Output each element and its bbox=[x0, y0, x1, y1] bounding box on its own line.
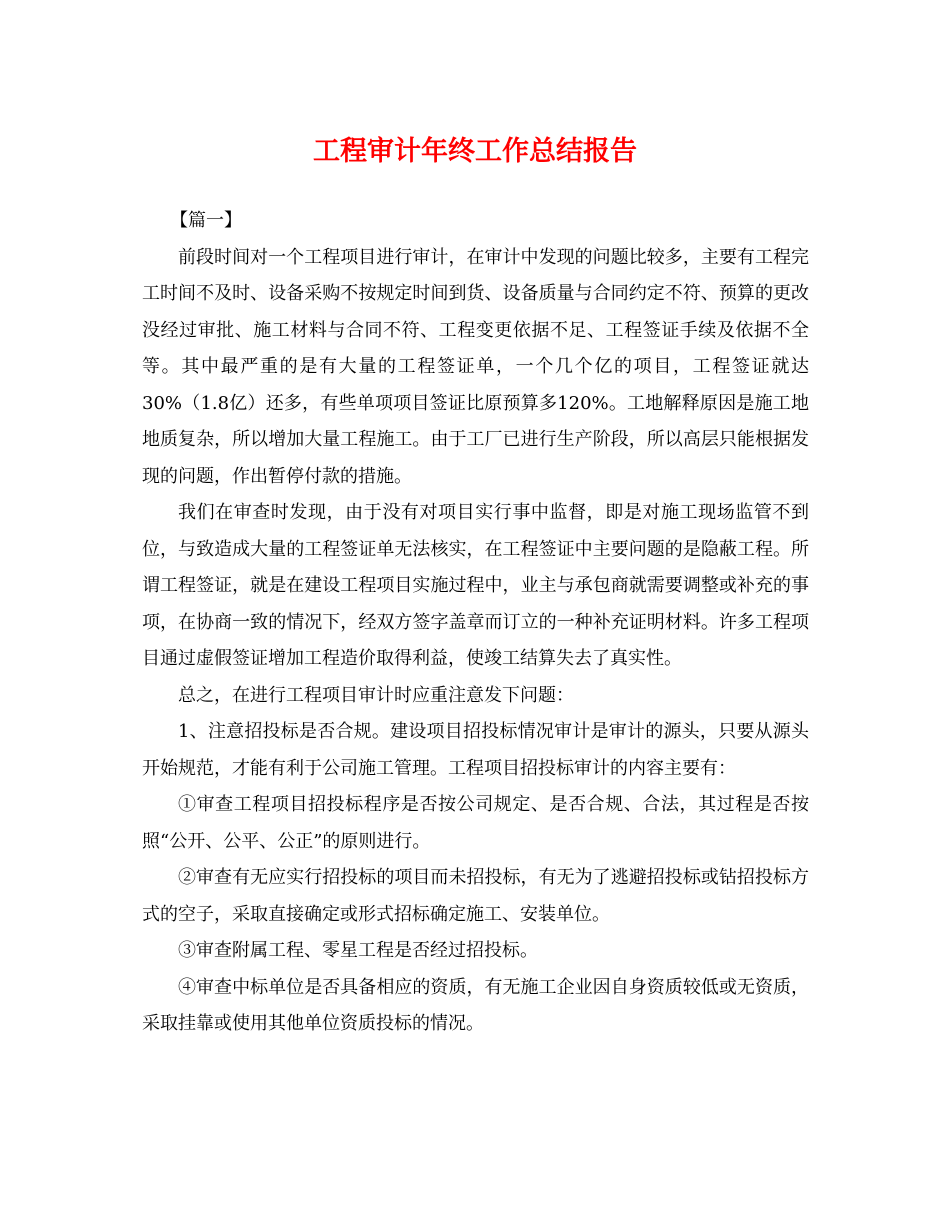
section-label: 【篇一】 bbox=[170, 210, 242, 231]
document-title: 工程审计年终工作总结报告 bbox=[313, 136, 637, 167]
paragraph: ③审查附属工程、零星工程是否经过招投标。 bbox=[178, 940, 538, 961]
paragraph: 我们在审查时发现，由于没有对项目实行事中监督，即是对施工现场监管不到位，与致造成大量的工程签证单无法核实，在工程签证中主要问题的是隐蔽工程。所谓工程签证，就是在建设工程项目实施过程中，业主与承包商就需要调整或补充的事项，在协商一致的情况下，经双方签字盖章而订立的一种补充证明材料。许多工程项目通过虚假签证增加工程造价取得利益，使竣工结算失去了真实性。 bbox=[142, 502, 809, 669]
paragraph: 总之，在进行工程项目审计时应重注意发下问题： bbox=[178, 684, 574, 706]
paragraph: 1、注意招投标是否合规。建设项目招投标情况审计是审计的源头，只要从源头开始规范，才能有利于公司施工管理。工程项目招投标审计的内容主要有： bbox=[142, 721, 809, 779]
document-body bbox=[142, 203, 809, 1043]
paragraph: ②审查有无应实行招投标的项目而未招投标，有无为了逃避招投标或钻招投标方式的空子，采取直接确定或形式招标确定施工、安装单位。 bbox=[142, 867, 809, 925]
paragraph: ④审查中标单位是否具备相应的资质，有无施工企业因自身资质较低或无资质，采取挂靠或使用其他单位资质投标的情况。 bbox=[142, 976, 809, 1034]
paragraph: 前段时间对一个工程项目进行审计，在审计中发现的问题比较多，主要有工程完工时间不及时、设备采购不按规定时间到货、设备质量与合同约定不符、预算的更改没经过审批、施工材料与合同不符、工程变更依据不足、工程签证手续及依据不全等。其中最严重的是有大量的工程签证单，一个几个亿的项目，工程签证就达30%（1.8亿）还多，有些单项项目签证比原预算多120%。工地解释原因是施工地地质复杂，所以增加大量工程施工。由于工厂已进行生产阶段，所以高层只能根据发现的问题，作出暂停付款的措施。 bbox=[142, 246, 809, 487]
paragraph: ①审查工程项目招投标程序是否按公司规定、是否合规、合法，其过程是否按照“公开、公平、公正”的原则进行。 bbox=[142, 794, 809, 852]
